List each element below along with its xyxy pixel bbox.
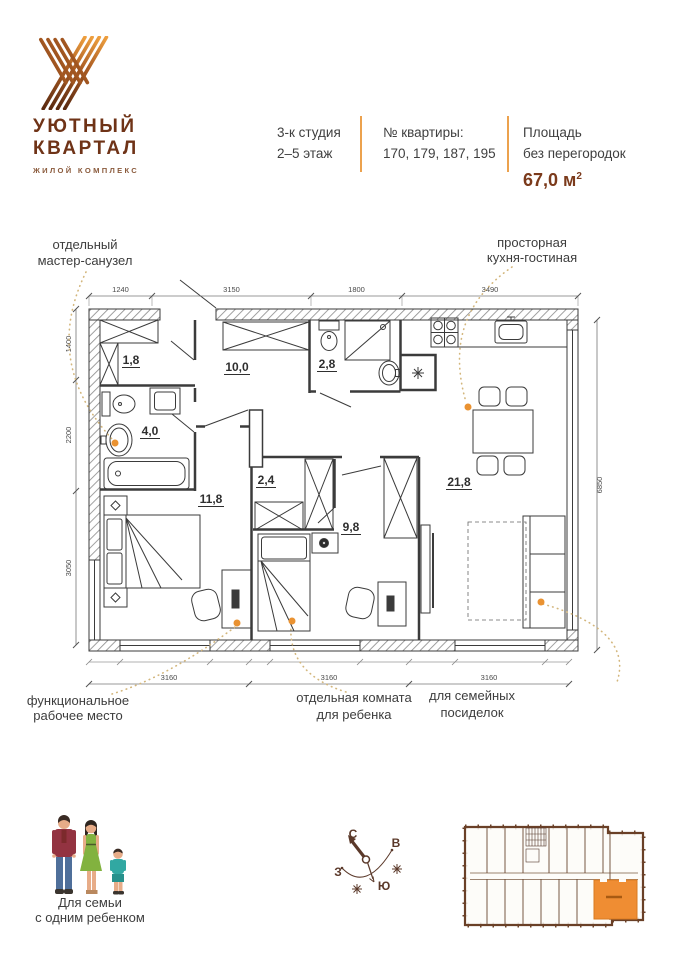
logo-title-line1: УЮТНЫЙ [33, 116, 137, 137]
washing-machine-icon [150, 388, 180, 414]
floor-plan [0, 230, 678, 760]
room-area-master-bath: 4,0 [141, 424, 159, 438]
compass-west: З [334, 865, 342, 879]
man-figure [52, 815, 76, 894]
svg-text:3160: 3160 [160, 673, 178, 682]
master-toilet-icon [102, 392, 135, 416]
svg-text:мастер-санузел: мастер-санузел [37, 253, 133, 268]
callout-workspace: функциональное [26, 693, 130, 708]
unit-door-notch [619, 878, 626, 882]
shaft-pillar [250, 410, 263, 467]
child-figure [110, 849, 126, 895]
svg-text:рабочее место: рабочее место [33, 708, 123, 723]
double-bed [104, 496, 200, 607]
room-area-bathroom: 2,8 [318, 357, 336, 371]
child-shelf [312, 533, 338, 553]
room-area-kitchen-living: 21,8 [447, 475, 471, 489]
room-area-bedroom: 11,8 [199, 492, 223, 506]
bath-sink-icon [379, 361, 401, 385]
svg-text:посиделок: посиделок [440, 705, 504, 720]
room-area-hall: 10,0 [225, 360, 249, 374]
svg-text:1800: 1800 [348, 285, 365, 294]
bathtub-icon [104, 458, 189, 489]
svg-text:для ребенка: для ребенка [316, 707, 392, 722]
compass-icon [334, 827, 402, 894]
tv-console [421, 525, 433, 613]
callout-kitchen: просторная [497, 235, 567, 250]
room-area-child: 9,8 [342, 520, 360, 534]
svg-text:3050: 3050 [64, 559, 73, 577]
apartment-area [523, 122, 626, 191]
toilet-icon [319, 321, 339, 351]
bedroom-chair [190, 587, 222, 622]
room-area-wardrobe: 1,8 [122, 353, 140, 367]
logo-mark-icon [36, 36, 122, 110]
svg-text:1400: 1400 [64, 335, 73, 353]
bedroom-desk [222, 570, 252, 628]
area-label-line2: без перегородок [523, 146, 626, 161]
svg-text:3150: 3150 [223, 285, 240, 294]
svg-text:3160: 3160 [480, 673, 498, 682]
compass-south: Ю [377, 879, 391, 893]
building-key-plan [465, 827, 643, 925]
svg-text:6850: 6850 [595, 476, 604, 494]
callout-child-room: отдельная комната [296, 690, 412, 705]
logo-subtitle: ЖИЛОЙ КОМПЛЕКС [33, 166, 140, 175]
highlighted-unit [594, 880, 637, 919]
svg-text:1240: 1240 [112, 285, 129, 294]
logo-title-line2: КВАРТАЛ [33, 138, 139, 159]
apartment-floors: 2–5 этаж [277, 146, 333, 161]
child-chair [344, 586, 376, 621]
compass-east: В [391, 836, 401, 850]
svg-text:2200: 2200 [64, 426, 73, 444]
logo [33, 116, 139, 175]
apartment-type-line1: 3-к студия [277, 125, 341, 140]
water-heater-icon [412, 367, 424, 379]
kitchen-sink-icon [495, 317, 527, 343]
callout-lines [69, 267, 620, 694]
apartment-type [277, 122, 341, 164]
unit-door-notch [600, 878, 607, 882]
header-divider-2 [507, 116, 509, 172]
callout-sofa: для семейных [428, 688, 516, 703]
svg-text:3490: 3490 [481, 285, 499, 294]
hall-wardrobe [223, 322, 309, 350]
apartment-numbers [383, 122, 496, 164]
family-illustration [35, 815, 145, 925]
stove-icon [431, 318, 458, 347]
svg-text:3160: 3160 [320, 673, 338, 682]
child-wardrobe [384, 458, 417, 538]
room-area-closet: 2,4 [257, 473, 275, 487]
woman-figure [80, 820, 102, 894]
family-caption-line1: Для семьи [58, 895, 122, 910]
apartment-numbers-value: 170, 179, 187, 195 [383, 146, 496, 161]
sofa [523, 516, 565, 628]
callout-master-bath: отдельный [52, 237, 118, 252]
child-desk [378, 582, 406, 626]
svg-text:кухня-гостиная: кухня-гостиная [486, 250, 578, 265]
footer [0, 730, 678, 960]
header-divider-1 [360, 116, 362, 172]
apartment-numbers-label: № квартиры: [383, 125, 464, 140]
child-bed [258, 534, 310, 631]
dining-table [473, 387, 533, 475]
family-caption-line2: с одним ребенком [35, 910, 145, 925]
rug-outline [468, 522, 526, 620]
compass-north: С [348, 827, 358, 841]
shower-icon [345, 321, 390, 360]
area-label-line1: Площадь [523, 125, 582, 140]
area-value: 67,0 $м^2$ [523, 170, 582, 190]
